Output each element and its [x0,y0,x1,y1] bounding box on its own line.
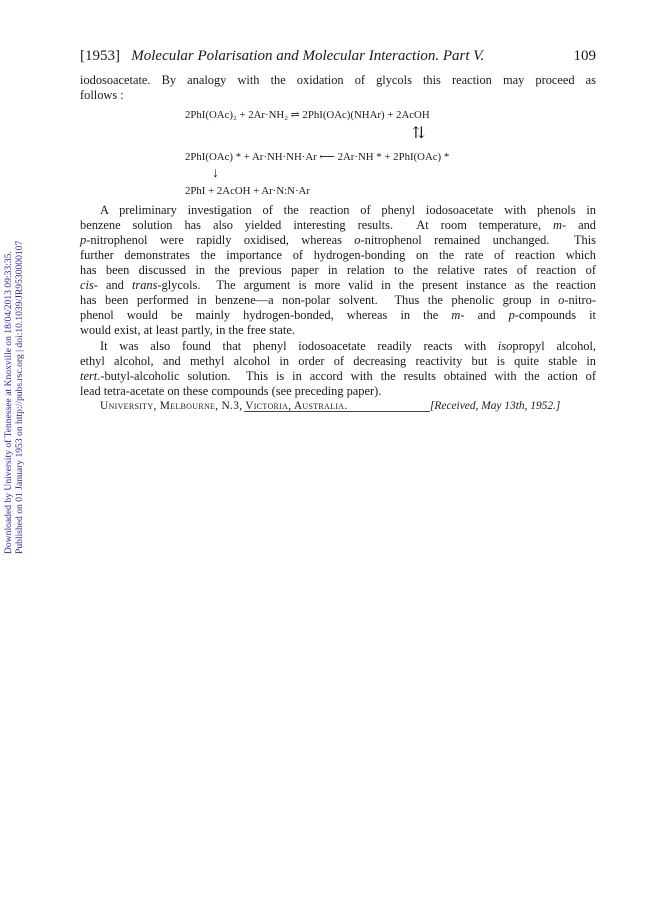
para1-line: has been performed in benzene—a non-polar solvent. Thus the phenolic group in o-nitro- [80,293,596,307]
download-notice: Downloaded by University of Tennessee at Knoxville on 18/04/2013 09:33:35. [3,251,14,554]
para1-line: further demonstrates the importance of hydrogen-bonding on the rate of reaction which [80,248,596,262]
intro-line-1: iodosoacetate. By analogy with the oxidation of glycols this reaction may proceed as [80,73,596,87]
received-date: [Received, May 13th, 1952.] [430,400,561,412]
para2-line: ethyl alcohol, and methyl alcohol in order of decreasing reactivity but is quite stable in [80,354,596,368]
affiliation: University, Melbourne, N.3, Victoria, Australia. [100,400,348,412]
para1-line: phenol would be mainly hydrogen-bonded, whereas in the m- and p-compounds it [80,308,596,322]
equation-3: 2PhI + 2AcOH + Ar·N:N·Ar [185,185,310,197]
equation-2: 2PhI(OAc) * + Ar·NH·NH·Ar ⟵ 2Ar·NH * + 2PhI(OAc) * [185,151,450,163]
equilibrium-arrow-icon: ⇅ [412,125,426,142]
down-arrow-icon: ↓ [212,166,219,181]
para1-line: has been discussed in the previous paper in relation to the relative rates of reaction of [80,263,596,277]
running-header [80,46,596,66]
para1-line: benzene solution has also yielded interesting results. At room temperature, m- and [80,218,596,232]
para1-line: would exist, at least partly, in the free state. [80,323,295,337]
para2-line: lead tetra-acetate on these compounds (see preceding paper). [80,384,382,398]
para1-line: p-nitrophenol were rapidly oxidised, whereas o-nitrophenol remained unchanged. This [80,233,597,247]
end-rule [244,411,430,412]
para2-line: It was also found that phenyl iodosoacetate readily reacts with isopropyl alcohol, [100,339,597,353]
header-year: [1953] [80,48,120,64]
download-watermark [0,186,26,554]
intro-line-2: follows : [80,88,124,102]
equation-1: 2PhI(OAc)₂ + 2Ar·NH₂ ⇌ 2PhI(OAc)(NHAr) + 2AcOH [185,109,430,121]
publication-notice: Published on 01 January 1953 on http://pubs.rsc.org | doi:10.1039/JR9530000107 [14,240,25,554]
para1-line: cis- and trans-glycols. The argument is more valid in the present instance as the reaction [80,278,596,292]
page-number: 109 [573,48,596,64]
para2-line: tert.-butyl-alcoholic solution. This is in accord with the results obtained with the action of [80,369,596,383]
header-title: Molecular Polarisation and Molecular Interaction. Part V. [131,48,485,64]
para1-line: A preliminary investigation of the reaction of phenyl iodosoacetate with phenols in [100,203,596,217]
